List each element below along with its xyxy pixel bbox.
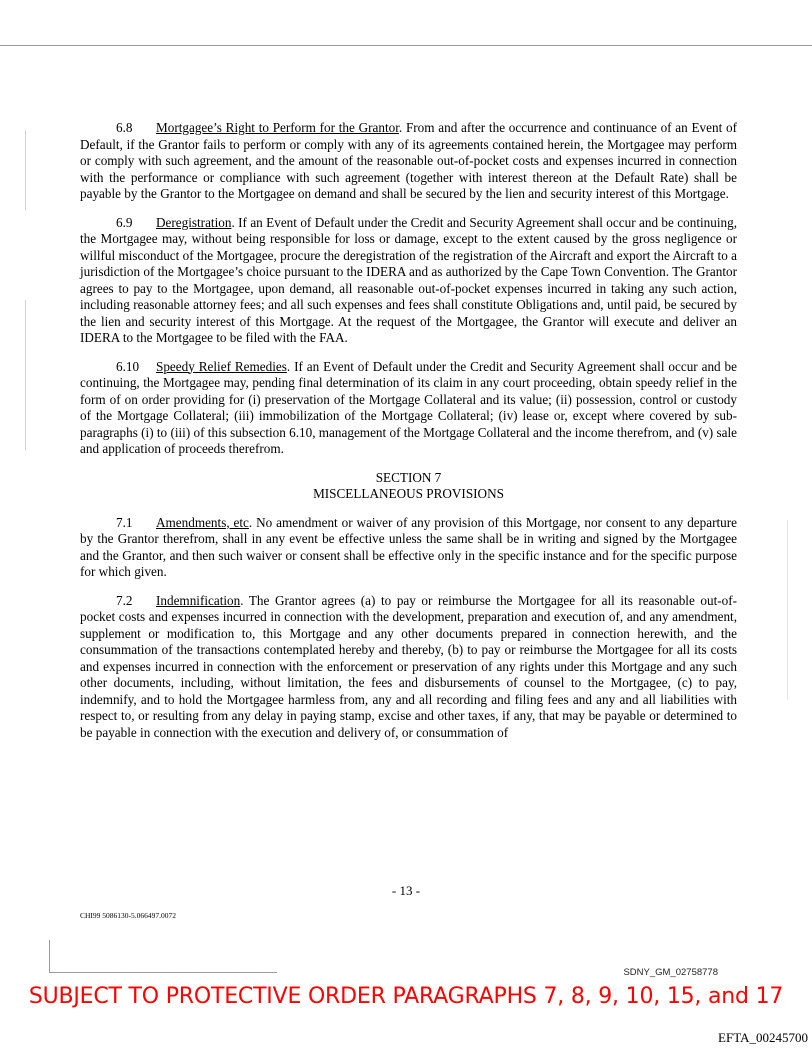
paragraph-7-2 <box>80 593 737 742</box>
paragraph-6-8 <box>80 120 737 203</box>
section-number: 6.10 <box>116 358 140 374</box>
section-text: . If an Event of Default under the Credit and Security Agreement shall occur and be continuing, the Mortgagee may, pending final determination of its claim in any court proceeding, obtain speedy relief in the form of on order providing for (i) preservation of the Mortgage Collateral and its value; (ii) possession, control or custody of the Mortgage Collateral; (iii) immobilization of the Mortgage Collateral; (iv) lease or, except where covered by sub-paragraphs (i) to (iii) of this subsection 6.10, management of the Mortgage Collateral and the income therefrom, and (v) sale and application of proceeds therefrom. <box>80 358 737 456</box>
margin-mark <box>25 300 26 450</box>
corner-rule <box>49 940 50 972</box>
section-number: 7.2 <box>116 592 133 608</box>
document-body <box>80 120 737 753</box>
paragraph-7-1 <box>80 515 737 581</box>
section-number: 7.1 <box>116 514 133 530</box>
efta-number: EFTA_00245700 <box>718 1030 808 1045</box>
paragraph-6-10 <box>80 359 737 458</box>
section-heading: Amendments, etc <box>156 514 249 530</box>
section-number: 6.8 <box>116 120 133 135</box>
bottom-rule <box>49 972 277 973</box>
section-text: . The Grantor agrees (a) to pay or reimburse the Mortgagee for all its reasonable out-of-pocket costs and expenses incurred in connection with the development, preparation and execution of, and any amendment, supplement or modification to, this Mortgage and any other documents prepared in connection herewith, and the consummation of the transactions contemplated hereby and thereby, (b) to pay or reimburse the Mortgagee for all its costs and expenses incurred in connection with the enforcement or preservation of any rights under this Mortgage and any such other documents, including, without limitation, the fees and disbursements of counsel to the Mortgagee, (c) to pay, indemnify, and to hold the Mortgagee harmless from, any and all recording and filing fees and any and all liabilities with respect to, or resulting from any delay in paying stamp, excise and other taxes, if any, that may be payable or determined to be payable in connection with the execution and delivery of, or consummation of <box>80 592 737 740</box>
margin-mark <box>787 520 788 700</box>
section-heading: Speedy Relief Remedies <box>156 358 287 374</box>
section-title-line: SECTION 7 <box>375 469 442 485</box>
section-heading: Deregistration <box>156 214 232 230</box>
paragraph-6-9 <box>80 215 737 347</box>
top-rule <box>0 45 812 46</box>
section-text: . No amendment or waiver of any provision of this Mortgage, nor consent to any departure by the Grantor therefrom, shall in any event be effective unless the same shall be in writing and signed by the Mortgagee and the Grantor, and then such waiver or consent shall be effective only in the specific instance and for the specific purpose for which given. <box>80 514 737 579</box>
section-heading: Mortgagee’s Right to Perform for the Grantor <box>156 120 399 135</box>
section-7-title <box>80 470 737 503</box>
bates-number: SDNY_GM_02758778 <box>623 967 718 978</box>
document-id: CHI99 5086130-5.066497.0072 <box>80 911 177 920</box>
section-number: 6.9 <box>116 214 133 230</box>
margin-mark <box>25 130 26 210</box>
protective-order-banner: SUBJECT TO PROTECTIVE ORDER PARAGRAPHS 7, 8, 9, 10, 15, and 17 <box>28 984 784 1009</box>
page-number: - 13 - <box>391 883 421 898</box>
section-heading: Indemnification <box>156 592 241 608</box>
section-text: . From and after the occurrence and continuance of an Event of Default, if the Grantor fails to perform or comply with any of its agreements contained herein, the Mortgagee may perform or comply with such agreement, and the amount of the reasonable out-of-pocket costs and expenses incurred in connection with the performance or compliance with such agreement (together with interest thereon at the Default Rate) shall be payable by the Grantor to the Mortgagee on demand and shall be secured by the lien and security interest of this Mortgage. <box>80 120 737 201</box>
section-title-line: MISCELLANEOUS PROVISIONS <box>313 486 504 501</box>
section-text: . If an Event of Default under the Credit and Security Agreement shall occur and be continuing, the Mortgagee may, without being responsible for loss or damage, except to the extent caused by the gross negligence or willful misconduct of the Mortgagee, procure the deregistration of the registration of the Aircraft and export the Aircraft to a jurisdiction of the Mortgagee’s choice pursuant to the IDERA and as authorized by the Cape Town Convention. The Grantor agrees to pay to the Mortgagee, upon demand, all reasonable out-of-pocket expenses incurred in taking any such action, including reasonable attorney fees; and all such expenses and fees shall constitute Obligations and, until paid, be secured by the lien and security interest of this Mortgage. At the request of the Mortgagee, the Grantor will execute and deliver an IDERA to the Mortgagee to be filed with the FAA. <box>80 214 737 345</box>
